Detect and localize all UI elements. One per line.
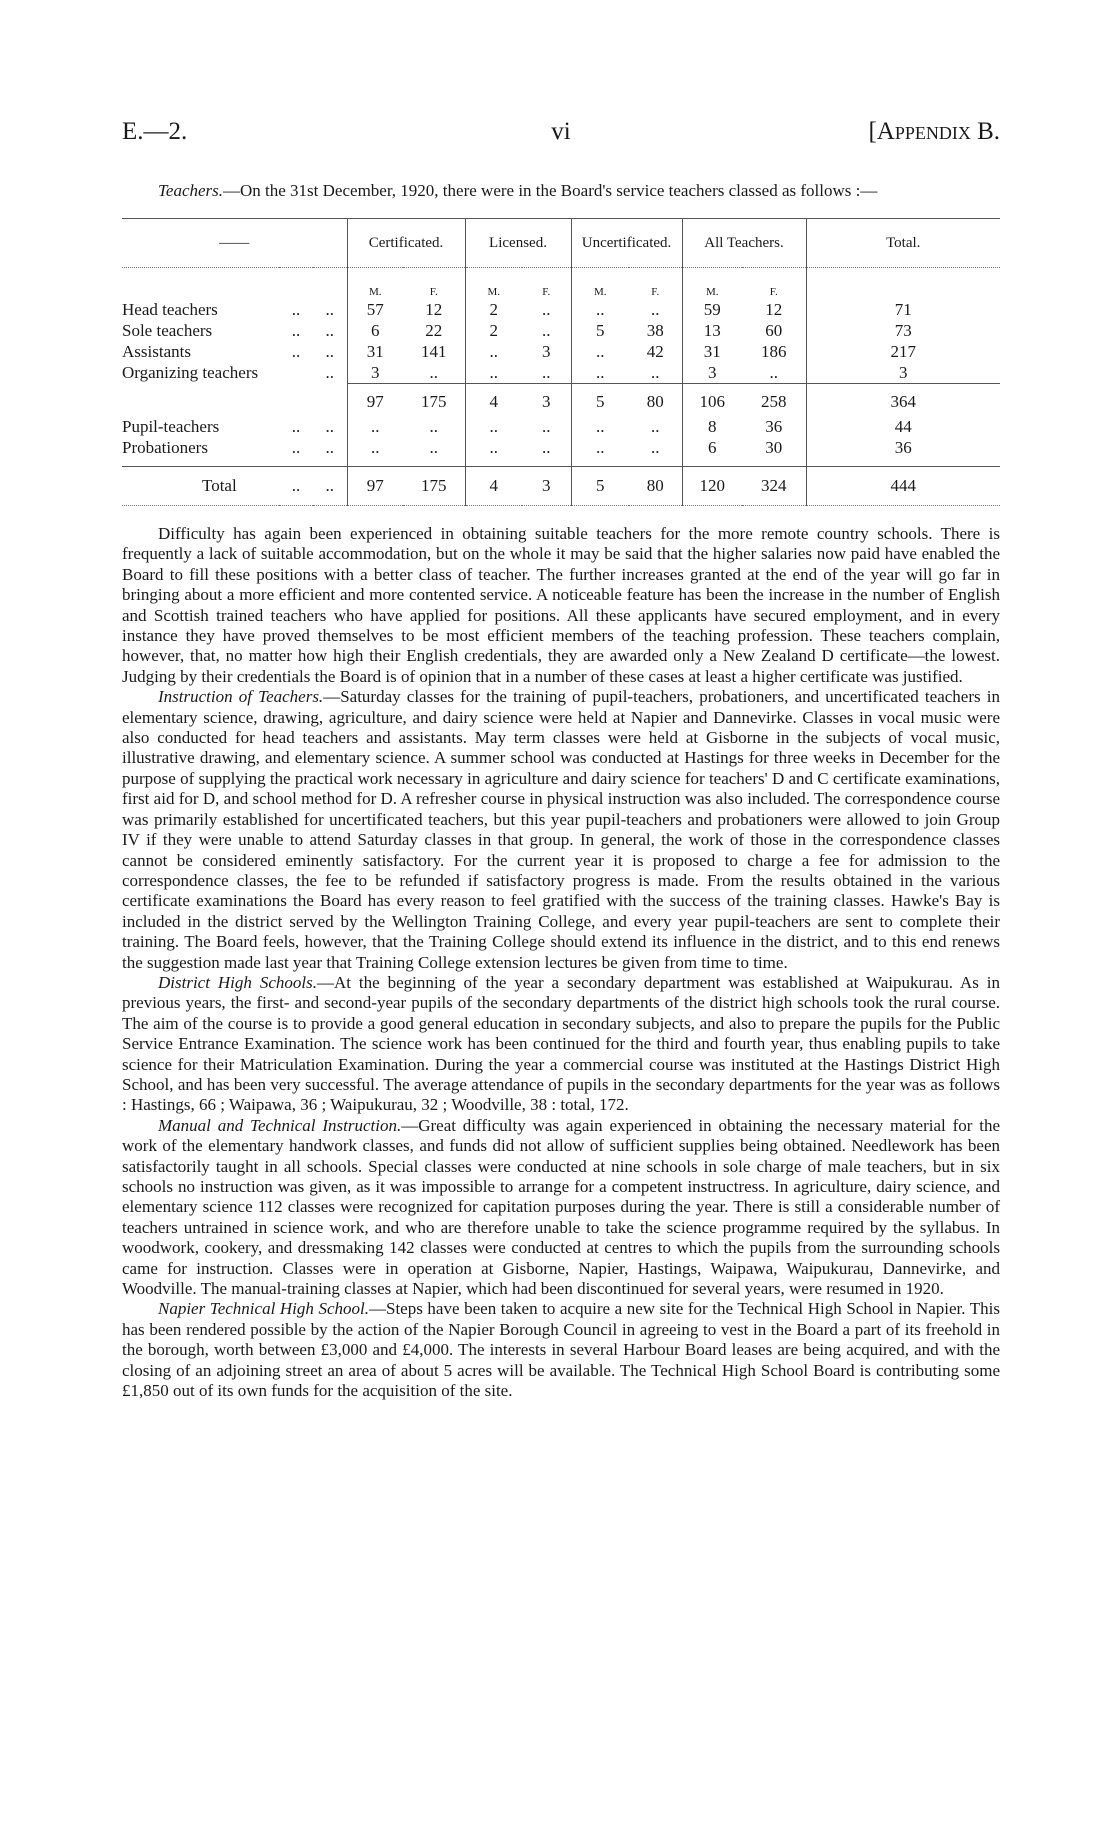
document-page <box>122 118 1000 1401</box>
sub-m: M. <box>571 268 629 300</box>
cell-uncert-f: .. <box>651 438 660 457</box>
leader-dots: .. <box>325 417 334 436</box>
total-all-f: 324 <box>742 467 806 506</box>
paragraph-text: —Steps have been taken to acquire a new site for the Technical High School in Napier. This has been rendered possible by the action of the Napier Borough Council in agreeing to vest in the Board a part of its freehold in the borough, worth between £3,000 and £4,000. The interests in several Harbour Board leases are being acquired, and with the closing of an adjoining street an area of about 5 acres will be available. The Technical High School Board is contributing some £1,850 out of its own funds for the acquisition of the site. <box>122 1299 1001 1401</box>
paragraph-napier-technical <box>122 1299 1000 1401</box>
row-label: Probationers <box>122 438 208 457</box>
total-row <box>122 467 1000 506</box>
subtotal-uncert-f: 80 <box>629 384 682 417</box>
cell-lic-f: .. <box>542 321 551 340</box>
cell-all-f: 12 <box>765 300 783 319</box>
leader-dots: .. <box>325 438 334 457</box>
table-header-row <box>122 219 1000 268</box>
leader-dots: .. <box>291 321 301 340</box>
table-row <box>122 320 1000 341</box>
col-header-all-teachers: All Teachers. <box>682 219 806 268</box>
total-uncert-m: 5 <box>571 467 629 506</box>
sub-f: F. <box>429 286 438 298</box>
total-label: Total <box>122 467 279 506</box>
cell-total: 217 <box>806 341 1000 362</box>
subtotal-row <box>122 384 1000 417</box>
leader-dots: .. <box>291 300 301 319</box>
cell-total: 3 <box>806 362 1000 384</box>
cell-uncert-f: 38 <box>646 321 664 340</box>
leader-dots: .. <box>279 467 313 506</box>
cell-uncert-m: .. <box>571 362 629 384</box>
cell-uncert-m: .. <box>571 341 629 362</box>
cell-cert-f: 22 <box>425 321 443 340</box>
paragraph-text: —Great difficulty was again experienced in obtaining the necessary material for the work of the elementary handwork classes, and funds did not allow of sufficient supplies being obtained. Needlework has been satisfactorily taught in all schools. Special classes were conducted at nine schools in sole charge of male teachers, but in six schools no instruction was given, as it was impossible to arrange for a competent instructress. In agriculture, dairy science, and elementary science 112 classes were recognized for capitation purposes during the year. There is still a considerable number of teachers untrained in science work, and who are therefore unable to take the science programme required by the syllabus. In woodwork, cookery, and dressmaking 142 classes were conducted at centres to which the pupils from the surrounding schools came for instruction. Classes were in operation at Gisborne, Napier, Hastings, Waipawa, Waipukurau, Dannevirke, and Woodville. The manual-training classes at Napier, which had been discontinued for several years, were resumed in 1920. <box>122 1115 1000 1299</box>
section-heading: Napier Technical High School. <box>158 1299 369 1319</box>
paragraph-manual-technical <box>122 1116 1000 1300</box>
cell-uncert-m: .. <box>571 437 629 458</box>
cell-total: 73 <box>806 320 1000 341</box>
cell-lic-f: .. <box>542 363 551 382</box>
cell-all-f: 60 <box>765 321 783 340</box>
leader-dots: .. <box>291 417 301 436</box>
sub-f: F. <box>651 286 660 298</box>
leader-dots: .. <box>313 467 347 506</box>
cell-cert-m: .. <box>347 437 403 458</box>
cell-all-f: 186 <box>761 342 787 361</box>
row-label: Assistants <box>122 342 191 361</box>
cell-uncert-f: .. <box>651 417 660 436</box>
cell-all-m: 59 <box>682 299 742 320</box>
cell-lic-f: .. <box>542 417 551 436</box>
total-grand: 444 <box>806 467 1000 506</box>
cell-total: 44 <box>806 416 1000 437</box>
header-page-number: vi <box>551 118 571 145</box>
col-header-uncertificated: Uncertificated. <box>571 219 682 268</box>
total-uncert-f: 80 <box>629 467 682 506</box>
cell-cert-f: .. <box>429 363 438 382</box>
cell-uncert-m: 5 <box>571 320 629 341</box>
cell-cert-m: 31 <box>347 341 403 362</box>
subtotal-cert-m: 97 <box>347 384 403 417</box>
table-row <box>122 416 1000 437</box>
cell-cert-f: 12 <box>425 300 443 319</box>
cell-cert-m: .. <box>347 416 403 437</box>
paragraph-instruction-of-teachers <box>122 687 1000 973</box>
cell-cert-m: 57 <box>347 299 403 320</box>
section-heading: Manual and Technical Instruction. <box>158 1115 402 1135</box>
sub-f: F. <box>542 286 551 298</box>
cell-lic-m: 2 <box>465 299 522 320</box>
cell-all-f: .. <box>769 363 778 382</box>
total-cert-f: 175 <box>403 467 465 506</box>
cell-cert-m: 3 <box>347 362 403 384</box>
sub-m: M. <box>347 268 403 300</box>
cell-lic-m: 2 <box>465 320 522 341</box>
cell-uncert-f: .. <box>651 300 660 319</box>
cell-all-m: 3 <box>682 362 742 384</box>
cell-all-f: 36 <box>765 417 783 436</box>
table-row <box>122 362 1000 384</box>
header-appendix: [Appendix B. <box>868 118 1000 145</box>
table-row <box>122 299 1000 320</box>
table-row <box>122 341 1000 362</box>
row-label: Pupil-teachers <box>122 417 220 436</box>
paragraph-text: —At the beginning of the year a secondary department was established at Waipukurau. As in previous years, the first- and second-year pupils of the secondary departments of the district high schools took the rural course. The aim of the course is to provide a good general education in secondary subjects, and also to prepare the pupils for the Public Service Entrance Examination. The science work has been continued for the third and fourth year, thus enabling pupils to take science for their Matriculation Examination. During the year a commercial course was instituted at the Hastings District High School, and has been very successful. The average attendance of pupils in the secondary departments for the year was as follows : Hastings, 66 ; Waipawa, 36 ; Waipukurau, 32 ; Woodville, 38 : total, 172. <box>122 972 1000 1115</box>
leader-dots: .. <box>325 363 334 383</box>
teachers-intro <box>122 180 1000 201</box>
cell-cert-f: 141 <box>421 342 447 361</box>
cell-lic-m: .. <box>465 362 522 384</box>
report-body <box>122 524 1000 1401</box>
total-all-m: 120 <box>682 467 742 506</box>
cell-all-f: 30 <box>765 438 783 457</box>
cell-total: 71 <box>806 299 1000 320</box>
cell-lic-f: 3 <box>542 342 551 361</box>
subtotal-all-m: 106 <box>682 384 742 417</box>
cell-uncert-m: .. <box>571 299 629 320</box>
cell-lic-m: .. <box>465 416 522 437</box>
cell-all-m: 13 <box>682 320 742 341</box>
subtotal-lic-m: 4 <box>465 384 522 417</box>
cell-lic-f: .. <box>542 300 551 319</box>
total-lic-f: 3 <box>522 467 571 506</box>
col-header-licensed: Licensed. <box>465 219 571 268</box>
sub-m: M. <box>682 268 742 300</box>
cell-lic-m: .. <box>465 437 522 458</box>
subtotal-total: 364 <box>806 384 1000 417</box>
leader-dots: .. <box>325 342 334 361</box>
leader-dots: .. <box>325 321 334 340</box>
section-heading: District High Schools. <box>158 972 317 992</box>
row-label: Sole teachers <box>122 321 213 340</box>
cell-all-m: 31 <box>682 341 742 362</box>
sub-f: F. <box>769 286 778 298</box>
sub-m: M. <box>465 268 522 300</box>
cell-uncert-m: .. <box>571 416 629 437</box>
leader-dots: .. <box>325 300 334 319</box>
cell-lic-m: .. <box>465 341 522 362</box>
row-label: Organizing teachers <box>122 363 259 383</box>
cell-cert-f: .. <box>429 417 438 436</box>
cell-all-m: 8 <box>682 416 742 437</box>
subtotal-uncert-m: 5 <box>571 384 629 417</box>
section-heading: Instruction of Teachers. <box>158 687 324 707</box>
header-report-code: E.—2. <box>122 118 188 145</box>
page-header <box>122 118 1000 158</box>
subtotal-lic-f: 3 <box>522 384 571 417</box>
paragraph-text: Difficulty has again been experienced in obtaining suitable teachers for the more remote country schools. There is frequently a lack of suitable accommodation, but on the whole it may be said that the higher salaries now paid have enabled the Board to fill these positions with a better class of teacher. The further increases granted at the end of the year will go far in bringing about a more efficient and more contented service. A noticeable feature has been the increase in the number of English and Scottish trained teachers who have applied for positions. All these applicants have secured employment, and in every instance they have proved themselves to be most efficient members of the teaching profession. These teachers complain, however, that, no matter how high their English credentials, they are awarded only a New Zealand D certificate—the lowest. Judging by their credentials the Board is of opinion that in a number of these cases at least a higher certificate was justified. <box>122 524 1000 686</box>
table-row <box>122 437 1000 458</box>
total-lic-m: 4 <box>465 467 522 506</box>
cell-uncert-f: .. <box>651 363 660 382</box>
col-header-total: Total. <box>806 219 1000 268</box>
subtotal-all-f: 258 <box>742 384 806 417</box>
paragraph-teacher-supply <box>122 524 1000 687</box>
subtotal-cert-f: 175 <box>403 384 465 417</box>
total-cert-m: 97 <box>347 467 403 506</box>
cell-total: 36 <box>806 437 1000 458</box>
sex-subheader-row <box>122 268 1000 300</box>
paragraph-district-high-schools <box>122 973 1000 1116</box>
teachers-heading: Teachers. <box>158 181 224 200</box>
teachers-intro-text: —On the 31st December, 1920, there were in the Board's service teachers classed as follows :— <box>223 181 878 200</box>
cell-all-m: 6 <box>682 437 742 458</box>
cell-cert-m: 6 <box>347 320 403 341</box>
cell-uncert-f: 42 <box>646 342 664 361</box>
paragraph-text: —Saturday classes for the training of pupil-teachers, probationers, and uncertificated teachers in elementary science, drawing, agriculture, and dairy science were held at Napier and Dannevirke. Classes in vocal music were also conducted for head teachers and assistants. May term classes were held at Gisborne in the subjects of vocal music, illustrative drawing, and elementary science. A summer school was conducted at Hastings for three weeks in December for the purpose of supplying the practical work necessary in agriculture and dairy science for teachers' D and C certificate examinations, first aid for D, and school method for D. A refresher course in physical instruction was also included. The correspondence course was primarily established for uncertificated teachers, but this year pupil-teachers and probationers were allowed to join Group IV if they were unable to attend Saturday classes in that group. In general, the work of those in the correspondence classes cannot be considered eminently satisfactory. For the current year it is proposed to charge a fee for admission to the correspondence classes, the fee to be refunded if satisfactory progress is made. From the results obtained in the various certificate examinations the Board has every reason to feel gratified with the success of the training classes. Hawke's Bay is included in the district served by the Wellington Training College, and every year pupil-teachers are sent to complete their training. The Board feels, however, that the Training College should extend its influence in the district, and to this end renews the suggestion made last year that Training College extension lectures be given from time to time. <box>122 687 1000 972</box>
cell-lic-f: .. <box>542 438 551 457</box>
teachers-table <box>122 218 1000 506</box>
row-label: Head teachers <box>122 300 218 319</box>
cell-cert-f: .. <box>429 438 438 457</box>
leader-dots: .. <box>291 438 301 457</box>
leader-dots: .. <box>291 342 301 361</box>
col-header-blank: —— <box>122 219 347 268</box>
col-header-certificated: Certificated. <box>347 219 465 268</box>
